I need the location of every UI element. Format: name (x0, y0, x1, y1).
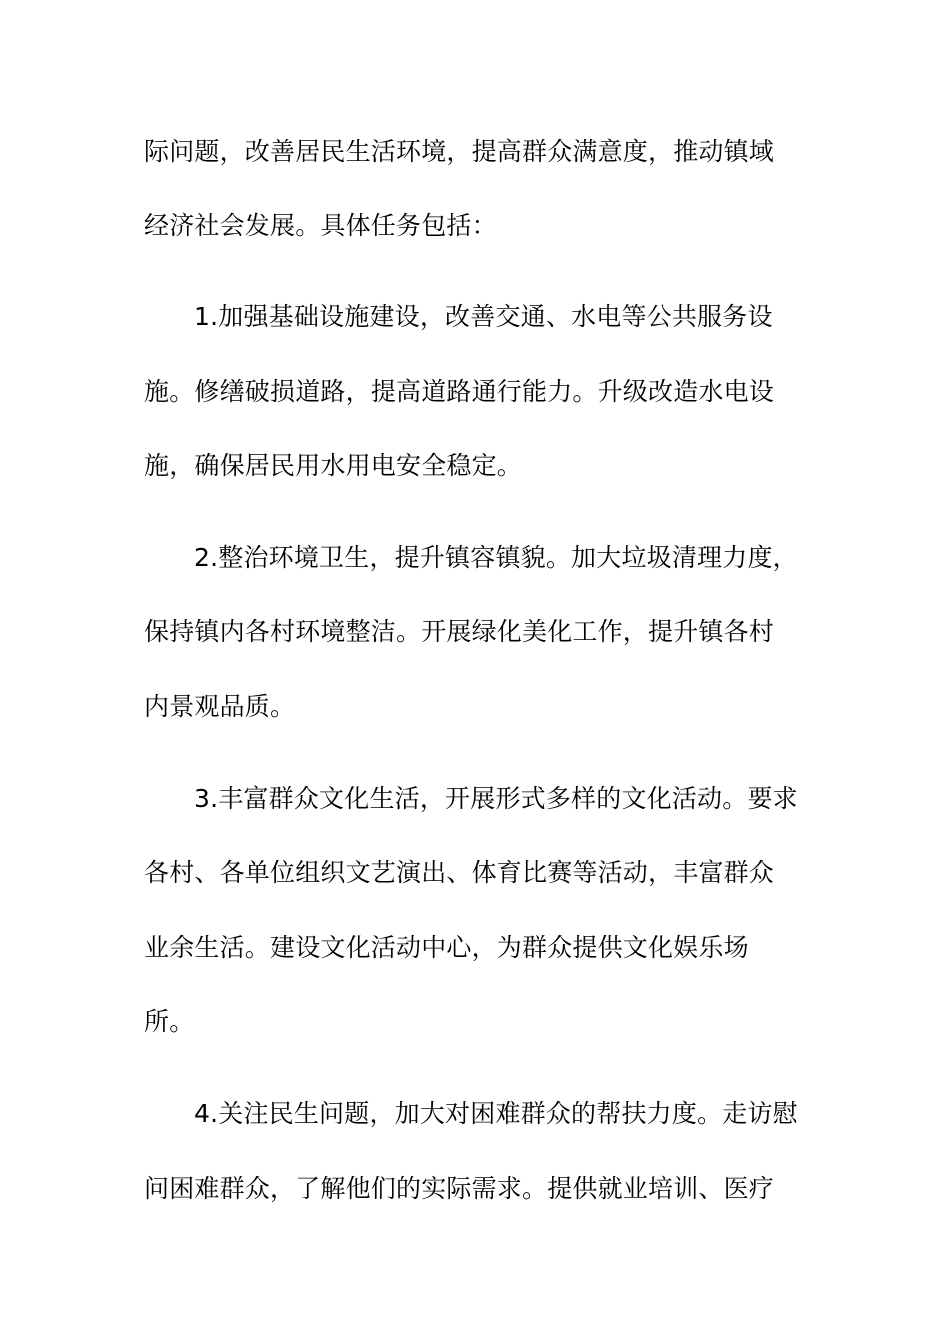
text-line: 经济社会发展。具体任务包括： (144, 211, 497, 240)
text-line: 际问题，改善居民生活环境，提高群众满意度，推动镇域 (144, 137, 775, 166)
list-item-3-line: 所。 (144, 1007, 195, 1036)
list-item-2-line: 保持镇内各村环境整洁。开展绿化美化工作，提升镇各村 (144, 617, 775, 646)
list-item-2-line: 内景观品质。 (144, 692, 296, 721)
list-item-3-line: 各村、各单位组织文艺演出、体育比赛等活动，丰富群众 (144, 858, 775, 887)
list-item-4-line: 问困难群众，了解他们的实际需求。提供就业培训、医疗 (144, 1174, 775, 1203)
list-item-1-line: 施。修缮破损道路，提高道路通行能力。升级改造水电设 (144, 377, 775, 406)
list-item-4-line: 4.关注民生问题，加大对困难群众的帮扶力度。走访慰 (194, 1099, 798, 1128)
list-item-3-line: 业余生活。建设文化活动中心，为群众提供文化娱乐场 (144, 933, 749, 962)
list-item-1-line: 施，确保居民用水用电安全稳定。 (144, 451, 523, 480)
list-item-1-line: 1.加强基础设施建设，改善交通、水电等公共服务设 (194, 302, 773, 331)
list-item-2-line: 2.整治环境卫生，提升镇容镇貌。加大垃圾清理力度， (194, 543, 798, 572)
list-item-3-line: 3.丰富群众文化生活，开展形式多样的文化活动。要求 (194, 784, 798, 813)
